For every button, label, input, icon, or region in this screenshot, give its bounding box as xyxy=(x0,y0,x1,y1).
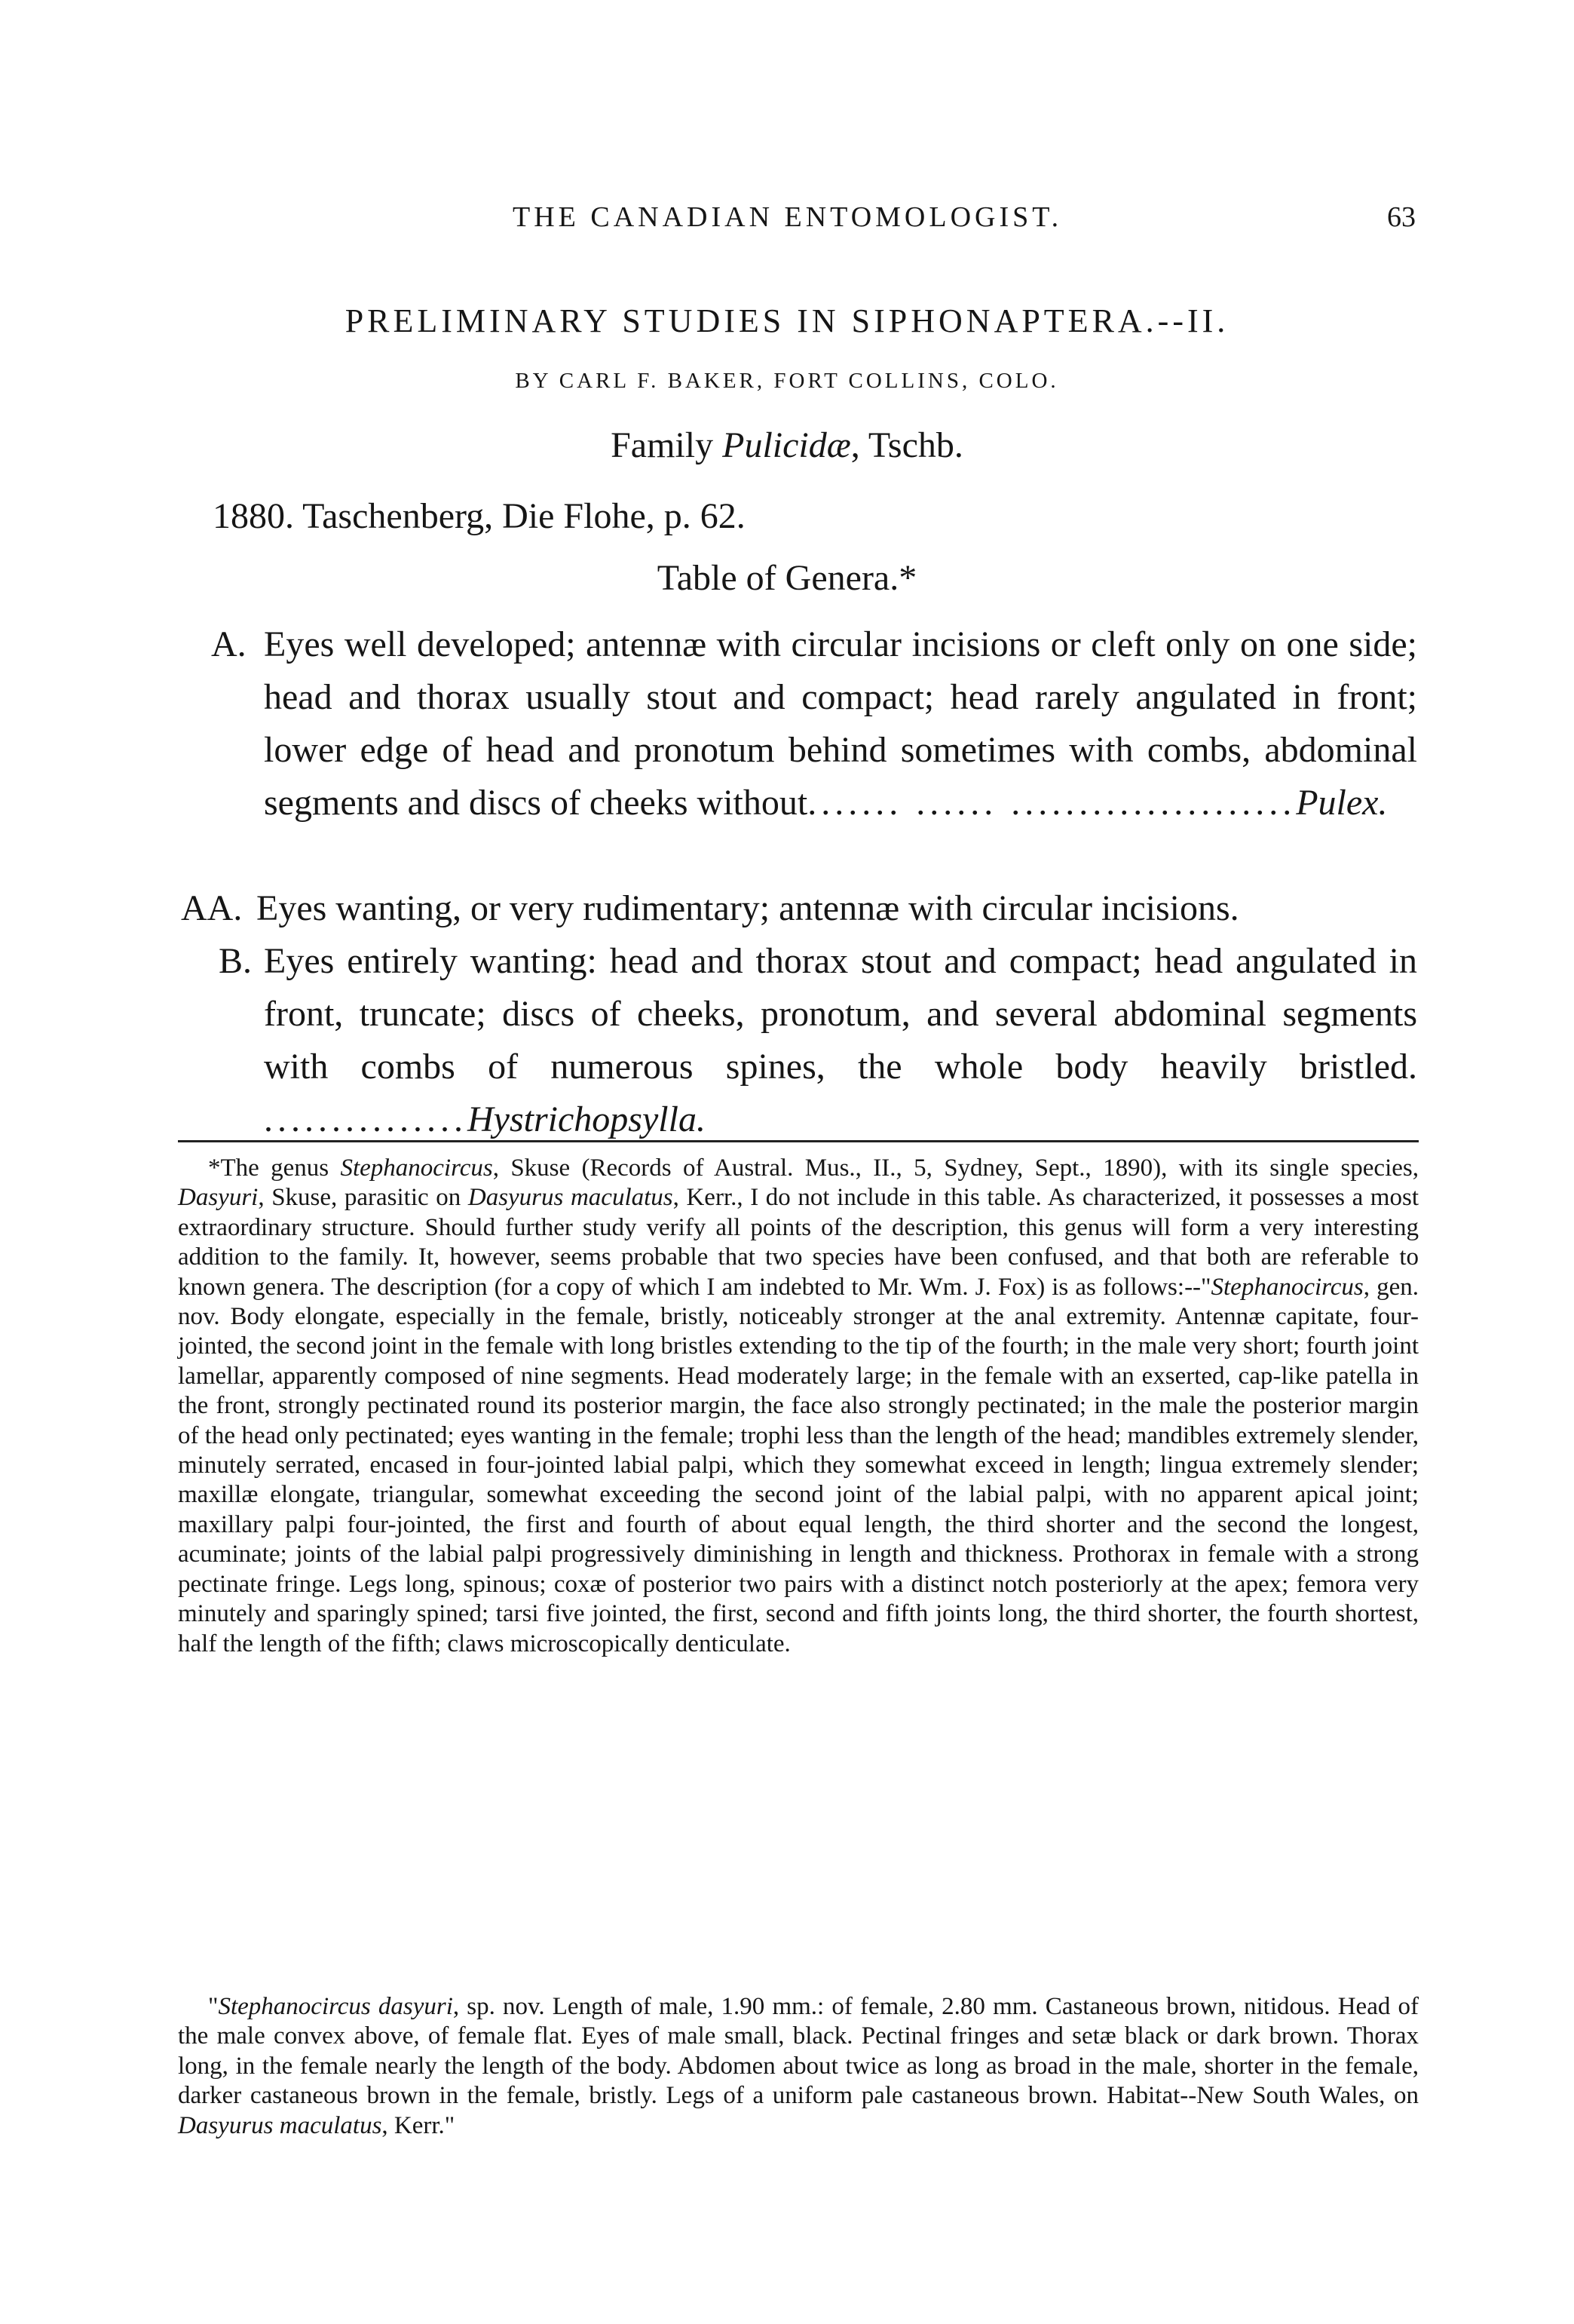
family-heading xyxy=(0,419,1574,472)
key-leaders: ....... ...... ..................... xyxy=(807,783,1297,823)
key-letter: AA. xyxy=(181,888,243,928)
footnote-divider xyxy=(178,1140,1419,1142)
key-text xyxy=(264,935,1417,1146)
key-entry-aa xyxy=(181,882,1417,935)
running-head-title: THE CANADIAN ENTOMOLOGIST. xyxy=(513,201,1063,233)
key-letter: B. xyxy=(219,941,253,981)
page-number: 63 xyxy=(1387,201,1416,233)
family-suffix: , Tschb. xyxy=(850,425,963,465)
footnote-text: " xyxy=(208,1993,219,2020)
footnote-text: , Kerr." xyxy=(381,2111,455,2139)
footnote-text: , Skuse (Records of Austral. Mus., II., 5, Sydney, Sept., 1890), with its single species, xyxy=(492,1154,1419,1182)
key-entry-a xyxy=(181,618,1417,882)
footnote-genus: Stephanocircus xyxy=(340,1154,493,1182)
footnote-host: Dasyurus maculatus xyxy=(467,1184,673,1212)
footnote-species-description xyxy=(178,1992,1419,2141)
footnote-text: , Kerr., I do not include in this table. As characterized, it possesses a most extraordinary structure. Should further study verify all points of the description, this genus will form a very interesting addition to the family. It, however, seems probable that two species have been confused, and that both are referable to known genera. The description (for a copy of which I am indebted to Mr. Wm. J. Fox) is as follows:--" xyxy=(178,1184,1419,1301)
family-name: Pulicidæ xyxy=(722,425,851,465)
footnote-text: , gen. nov. Body elongate, especially in the female, bristly, noticeably stronger at the anal extremity. Antennæ capitate, four-jointed, the second joint in the female with long bristles extending to the tip of the fourth; in the male very short; fourth joint lamellar, apparently composed of nine segments. Head moderately large; in the female with an exserted, cap-like patella in the front, strongly pectinated round its posterior margin, the face also strongly pectinated; in the male the posterior margin of the head only pectinated; eyes wanting in the female; trophi less than the length of the head; mandibles extremely slender, minutely serrated, encased in four-jointed labial palpi, which they somewhat exceed in length; lingua extremely slender; maxillæ elongate, triangular, somewhat exceeding the second joint of the labial palpi, with no apparent apical joint; maxillary palpi four-jointed, the first and fourth of about equal length, the third shorter and the second the longest, acuminate; joints of the labial palpi progressively diminishing in length and thickness. Prothorax in female with a strong pectinate fringe. Legs long, spinous; coxæ of posterior two pairs with a distinct notch posteriorly at the apex; femora very minutely and sparingly spined; tarsi five jointed, the first, second and fifth joints long, the third shorter, the fourth shortest, half the length of the fifth; claws microscopically denticulate. xyxy=(178,1273,1419,1657)
footnote-text: , sp. nov. Length of male, 1.90 mm.: of female, 2.80 mm. Castaneous brown, nitidous. Head of the male convex above, of female flat. Eyes of male small, black. Pectinal fringes and setæ black or dark brown. Thorax long, in the female nearly the length of the body. Abdomen about twice as long as broad in the male, shorter in the female, darker castaneous brown in the female, bristly. Legs of a uniform pale castaneous brown. Habitat--New South Wales, on xyxy=(178,1993,1419,2110)
key-genus: Pulex. xyxy=(1296,783,1388,823)
footnote-marker: * xyxy=(208,1154,221,1182)
running-head xyxy=(0,195,1574,240)
footnote-species: Dasyuri xyxy=(178,1184,259,1212)
key-text xyxy=(264,618,1417,829)
article-title: PRELIMINARY STUDIES IN SIPHONAPTERA.--II. xyxy=(345,302,1229,339)
footnote-genus: Stephanocircus xyxy=(1211,1273,1364,1301)
literature-reference: 1880. Taschenberg, Die Flohe, p. 62. xyxy=(213,496,746,536)
key-description: Eyes wanting, or very rudimentary; antennæ with circular incisions. xyxy=(256,888,1239,928)
key-entry-b xyxy=(181,935,1417,1146)
footnote-text: , Skuse, parasitic on xyxy=(258,1184,468,1212)
key-description: Eyes entirely wanting: head and thorax stout and compact; head angulated in front, truncate; discs of cheeks, pronotum, and several abdominal segments with combs of numerous spines, the whole body heavily bristled. xyxy=(264,941,1417,1087)
key-text xyxy=(256,882,1417,935)
footnote-text: The genus xyxy=(220,1154,341,1182)
footnote-host: Dasyurus maculatus xyxy=(178,2111,382,2139)
key-description: Eyes well developed; antennæ with circular incisions or cleft only on one side; head and thorax usually stout and compact; head rarely angulated in front; lower edge of head and pronotum behind sometimes with combs, abdominal segments and discs of cheeks without xyxy=(264,624,1417,823)
family-prefix: Family xyxy=(611,425,723,465)
key-leaders: ............... xyxy=(264,1099,467,1139)
author-byline: BY CARL F. BAKER, FORT COLLINS, COLO. xyxy=(515,369,1059,393)
footnote-genera xyxy=(178,1154,1419,1659)
table-title: Table of Genera.* xyxy=(657,558,917,598)
key-letter: A. xyxy=(211,624,247,664)
key-genus: Hystrichopsylla. xyxy=(467,1099,706,1139)
footnote-species: Stephanocircus dasyuri xyxy=(218,1993,453,2020)
